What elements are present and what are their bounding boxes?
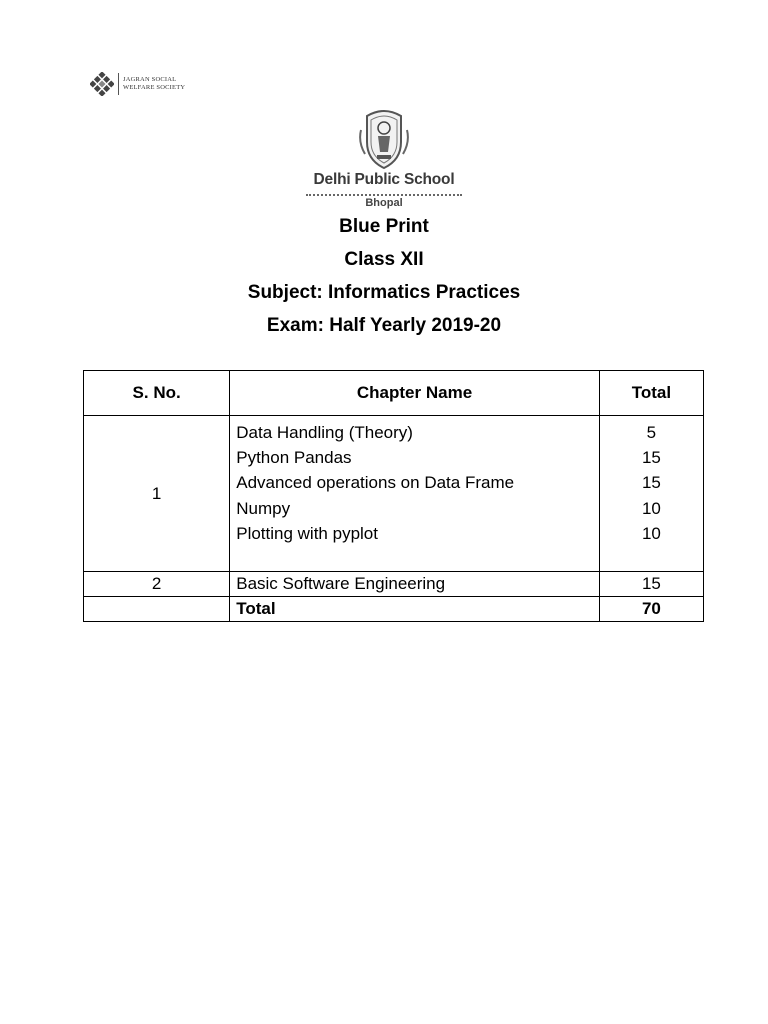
subject-heading: Subject: Informatics Practices bbox=[247, 282, 521, 303]
doc-title: Blue Print bbox=[339, 216, 429, 237]
chapter-total: 15 bbox=[641, 448, 661, 468]
table-total-row bbox=[84, 597, 704, 622]
class-heading: Class XII bbox=[344, 249, 424, 270]
jagran-logo-line2: WELFARE SOCIETY bbox=[123, 84, 186, 91]
chapter-item: Data Handling (Theory) bbox=[236, 423, 413, 442]
chapter-total: 15 bbox=[599, 572, 703, 597]
chapter-total: 5 bbox=[646, 423, 657, 442]
blueprint-table bbox=[83, 370, 704, 622]
row-totals bbox=[599, 416, 703, 572]
chapter-total: 15 bbox=[641, 473, 661, 493]
exam-heading: Exam: Half Yearly 2019-20 bbox=[266, 315, 502, 336]
school-crest-icon bbox=[357, 108, 411, 170]
chapter-item: Plotting with pyplot bbox=[236, 523, 378, 543]
chapter-total: 10 bbox=[641, 498, 661, 518]
chapter-item: Basic Software Engineering bbox=[230, 572, 600, 597]
header-chapter: Chapter Name bbox=[230, 371, 600, 416]
chapter-item: Advanced operations on Data Frame bbox=[236, 473, 515, 493]
table-row bbox=[84, 572, 704, 597]
row-sno: 1 bbox=[84, 416, 230, 572]
school-logo bbox=[302, 108, 466, 214]
empty-cell bbox=[84, 597, 230, 622]
jagran-logo-text bbox=[123, 76, 185, 92]
table-row bbox=[84, 416, 704, 572]
chapter-item: Python Pandas bbox=[236, 448, 352, 468]
jagran-logo bbox=[90, 72, 185, 96]
header-total: Total bbox=[599, 371, 703, 416]
logo-divider bbox=[118, 73, 119, 95]
grand-total-label: Total bbox=[230, 597, 600, 622]
grand-total-value: 70 bbox=[599, 597, 703, 622]
chapter-item: Numpy bbox=[236, 498, 291, 518]
dotted-divider bbox=[306, 194, 462, 196]
school-city: Bhopal bbox=[365, 197, 403, 209]
school-name: Delhi Public School bbox=[313, 171, 455, 188]
diamond-grid-icon bbox=[90, 72, 114, 96]
chapter-total: 10 bbox=[641, 523, 661, 543]
row-chapters bbox=[230, 416, 600, 572]
header-sno: S. No. bbox=[84, 371, 230, 416]
row-sno: 2 bbox=[84, 572, 230, 597]
jagran-logo-line1: JAGRAN SOCIAL bbox=[123, 76, 177, 83]
table-header-row bbox=[84, 371, 704, 416]
